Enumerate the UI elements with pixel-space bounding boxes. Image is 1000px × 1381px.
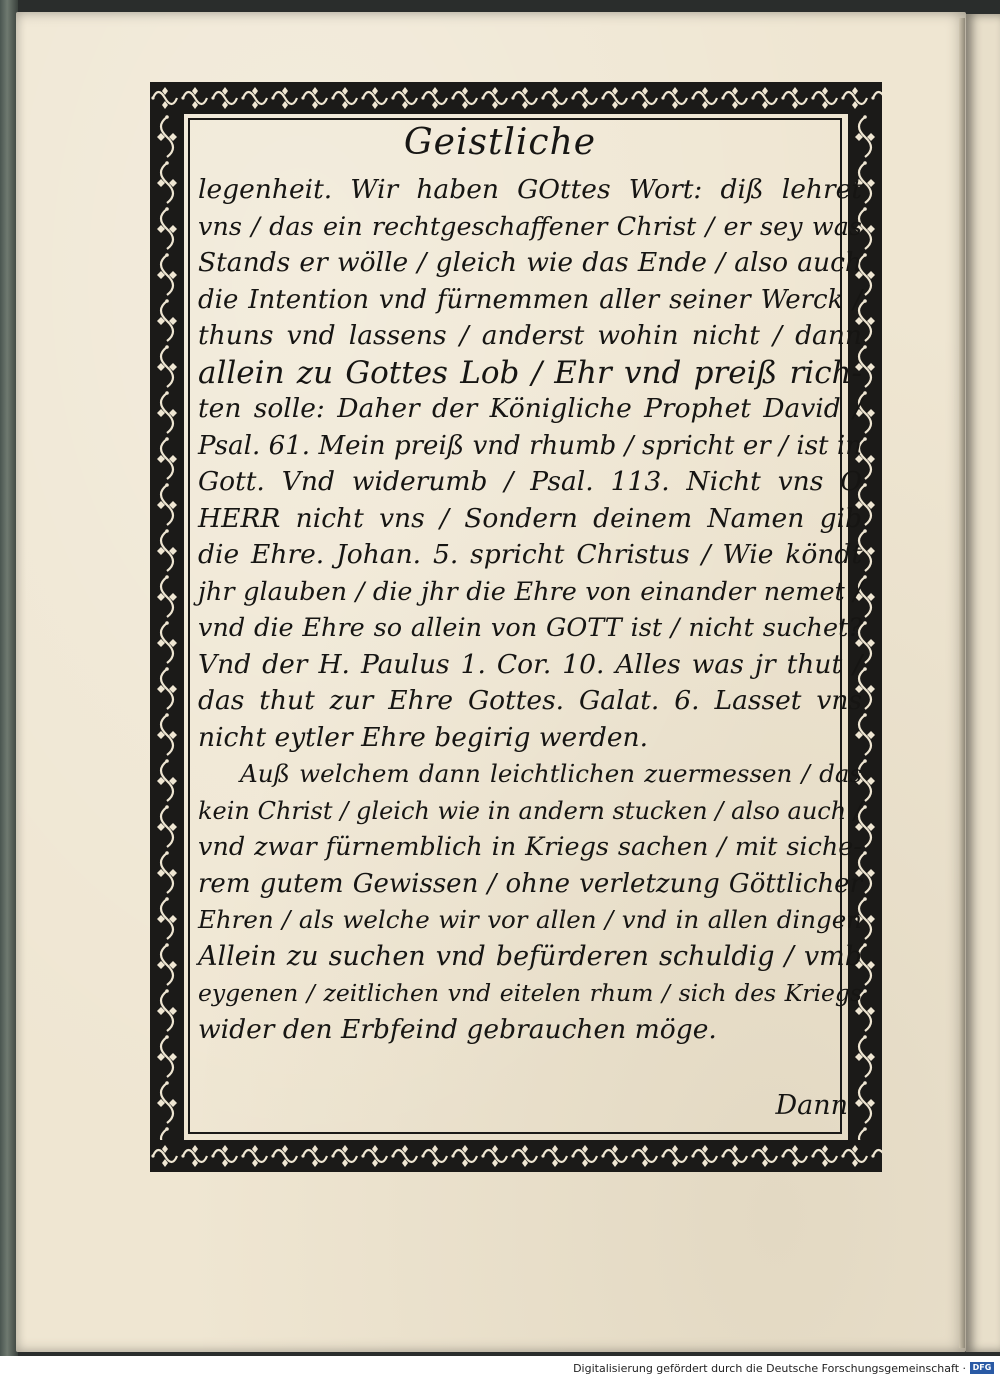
text-line: Gott. Vnd widerumb / Psal. 113. Nicht vns O — [198, 466, 862, 497]
text-line: nicht eytler Ehre begirig werden. — [198, 721, 649, 753]
text-line: die Ehre. Johan. 5. spricht Christus / Wie köndt — [198, 539, 862, 570]
page-gutter-shadow — [959, 18, 965, 1348]
text-line: Psal. 61. Mein preiß vnd rhumb / spricht er / ist in — [198, 430, 862, 461]
catchword: Dann — [775, 1090, 848, 1121]
border-top-pattern — [150, 82, 882, 114]
page-heading: Geistliche — [403, 122, 597, 163]
text-line: Ehren / als welche wir vor allen / vnd in allen dingen — [198, 905, 862, 934]
footer-credit: Digitalisierung gefördert durch die Deutsche Forschungsgemeinschaft · — [573, 1362, 966, 1375]
text-line: das thut zur Ehre Gottes. Galat. 6. Lasset vns — [198, 685, 862, 716]
body-text — [198, 172, 862, 1048]
text-line: Vnd der H. Paulus 1. Cor. 10. Alles was jr thut / — [198, 648, 862, 680]
text-line: die Intention vnd fürnemmen aller seiner Werck / — [198, 284, 862, 315]
text-line: HERR nicht vns / Sondern deinem Namen gib — [198, 502, 862, 534]
facing-page-edge — [966, 14, 1000, 1352]
text-line: jhr glauben / die jhr die Ehre von einander nemet / — [198, 576, 862, 607]
text-line: thuns vnd lassens / anderst wohin nicht / dann — [198, 320, 862, 351]
text-line: vns / das ein rechtgeschaffener Christ / er sey was — [198, 211, 862, 242]
text-line: rem gutem Gewissen / ohne verletzung Göttlicher — [198, 868, 862, 899]
border-left-pattern — [150, 114, 184, 1140]
text-line: wider den Erbfeind gebrauchen möge. — [198, 1013, 717, 1045]
footer-bar — [0, 1356, 1000, 1381]
border-top — [150, 82, 882, 114]
text-line: legenheit. Wir haben GOttes Wort: diß lehret — [198, 174, 862, 205]
border-bottom-pattern — [150, 1140, 882, 1172]
text-line: vnd die Ehre so allein von GOTT ist / nicht suchet? — [198, 613, 862, 643]
text-line: Stands er wölle / gleich wie das Ende / also auch — [198, 247, 862, 278]
border-bottom — [150, 1140, 882, 1172]
border-left — [150, 114, 184, 1140]
text-line-paragraph-start: Auß welchem dann leichtlichen zuermessen / das — [240, 759, 862, 788]
text-line: eygenen / zeitlichen vnd eitelen rhum / sich des Kriegs — [198, 979, 862, 1007]
dfg-logo: DFG — [970, 1362, 994, 1374]
text-line-emphasis: allein zu Gottes Lob / Ehr vnd preiß rich- — [198, 354, 862, 391]
text-line: ten solle: Daher der Königliche Prophet David / — [198, 393, 862, 424]
text-line-emphasis: Allein zu suchen vnd befürderen schuldig / vmb — [198, 940, 862, 972]
text-line: kein Christ / gleich wie in andern stucken / also auch / — [198, 796, 862, 825]
text-line: vnd zwar fürnemblich in Kriegs sachen / mit siche- — [198, 832, 862, 862]
